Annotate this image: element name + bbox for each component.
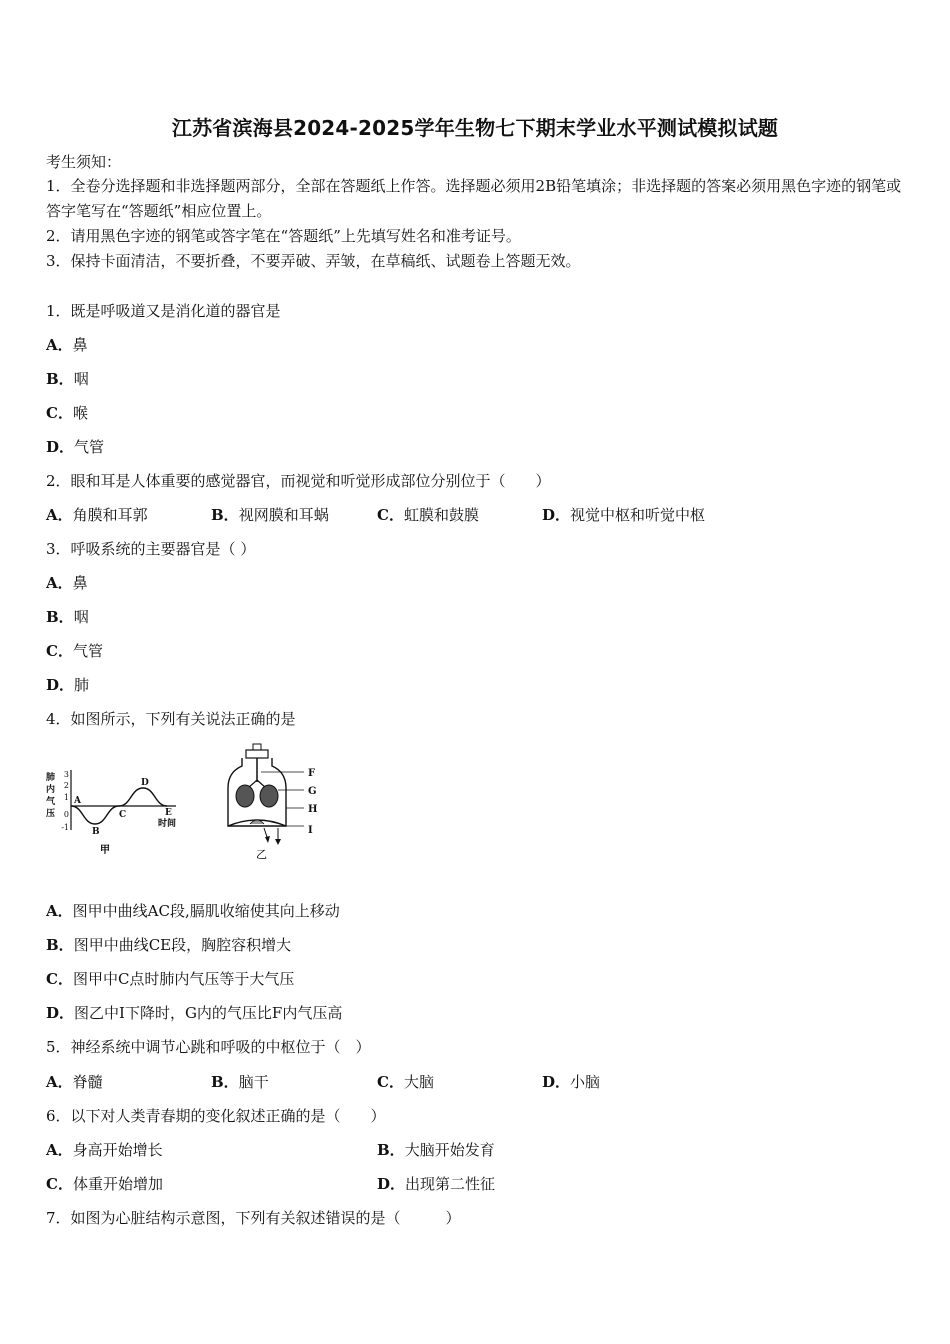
option-item: C．大脑 [377, 1073, 434, 1091]
point-label-c: C [119, 810, 127, 820]
notice-item: 3．保持卡面清洁，不要折叠，不要弄破、弄皱，在草稿纸、试题卷上答题无效。 [46, 252, 581, 270]
option-item: C．图甲中C点时肺内气压等于大气压 [46, 970, 295, 988]
option-item: D．肺 [46, 676, 90, 694]
label-h: H [308, 804, 318, 815]
option-item: C．虹膜和鼓膜 [377, 506, 479, 524]
option-item: D．视觉中枢和听觉中枢 [542, 506, 706, 524]
option-item: B．视网膜和耳蜗 [211, 506, 329, 524]
ytick-label: -1 [61, 823, 69, 832]
question-stem: 5．神经系统中调节心跳和呼吸的中枢位于（ ） [46, 1038, 371, 1056]
question-stem: 3．呼吸系统的主要器官是（ ） [46, 540, 256, 558]
point-label-a: A [74, 796, 81, 806]
option-item: D．气管 [46, 438, 105, 456]
question-stem: 4．如图所示，下列有关说法正确的是 [46, 710, 296, 728]
option-row [46, 1072, 906, 1092]
notice-heading: 考生须知： [46, 153, 122, 171]
notice-item: 1．全卷分选择题和非选择题两部分，全部在答题纸上作答。选择题必须用2B铅笔填涂；非选择题的答案必须用黑色字迹的钢笔或答字笔写在“答题纸”相应位置上。 [46, 177, 902, 220]
label-i: I [308, 825, 313, 836]
point-label-d: D [141, 778, 149, 788]
arrow-head [275, 839, 281, 845]
option-row [46, 1140, 906, 1160]
ylabel-char: 气 [46, 797, 56, 807]
stopper [246, 750, 268, 758]
option-item: B．图甲中曲线CE段，胸腔容积增大 [46, 936, 292, 954]
option-item: A．脊髓 [46, 1073, 103, 1091]
page-title: 江苏省滨海县2024-2025学年生物七下期末学业水平测试模拟试题 [171, 116, 779, 140]
ylabel-char: 内 [46, 785, 56, 795]
tube-top [253, 744, 261, 750]
option-row [46, 505, 906, 525]
ytick-label: 2 [63, 781, 69, 790]
option-item: D．图乙中I下降时，G内的气压比F内气压高 [46, 1004, 343, 1022]
option-item: D．小脑 [542, 1073, 601, 1091]
ytick-label: 0 [63, 810, 69, 819]
lung-balloon-left [236, 785, 254, 807]
point-label-e: E [165, 808, 172, 818]
notice-item: 2．请用黑色字迹的钢笔或答字笔在“答题纸”上先填写姓名和准考证号。 [46, 227, 521, 245]
xlabel: 时间 [158, 819, 177, 829]
figure-yi [220, 740, 330, 865]
option-item: C．喉 [46, 404, 88, 422]
option-item: B．脑干 [211, 1073, 269, 1091]
option-item: A．鼻 [46, 574, 88, 592]
arrow-head [265, 836, 270, 843]
option-item: B．咽 [46, 608, 89, 626]
figure-caption-yi: 乙 [256, 848, 267, 861]
question-stem: 2．眼和耳是人体重要的感觉器官，而视觉和听觉形成部位分别位于（ ） [46, 472, 551, 490]
lung-balloon-right [260, 785, 278, 807]
option-item: A．图甲中曲线AC段,膈肌收缩使其向上移动 [46, 902, 340, 920]
option-item: C．体重开始增加 [46, 1175, 163, 1193]
question-stem: 6．以下对人类青春期的变化叙述正确的是（ ） [46, 1107, 386, 1125]
option-item: A．鼻 [46, 336, 88, 354]
label-g: G [308, 786, 317, 797]
option-item: A．角膜和耳郭 [46, 506, 148, 524]
ytick-label: 3 [63, 770, 69, 779]
option-row [46, 1174, 906, 1194]
option-item: B．大脑开始发育 [377, 1141, 495, 1159]
label-f: F [308, 768, 316, 779]
figure-jia [44, 760, 194, 860]
option-item: D．出现第二性征 [377, 1175, 496, 1193]
ylabel-char: 压 [46, 809, 56, 819]
question-stem: 7．如图为心脏结构示意图，下列有关叙述错误的是（ ） [46, 1209, 461, 1227]
figure-caption-jia: 甲 [100, 845, 110, 856]
option-item: B．咽 [46, 370, 89, 388]
option-item: C．气管 [46, 642, 103, 660]
ylabel-char: 肺 [46, 773, 56, 783]
point-label-b: B [92, 827, 100, 837]
ytick-label: 1 [63, 793, 69, 802]
option-item: A．身高开始增长 [46, 1141, 163, 1159]
notice-list [46, 174, 906, 274]
question-stem: 1．既是呼吸道又是消化道的器官是 [46, 302, 281, 320]
